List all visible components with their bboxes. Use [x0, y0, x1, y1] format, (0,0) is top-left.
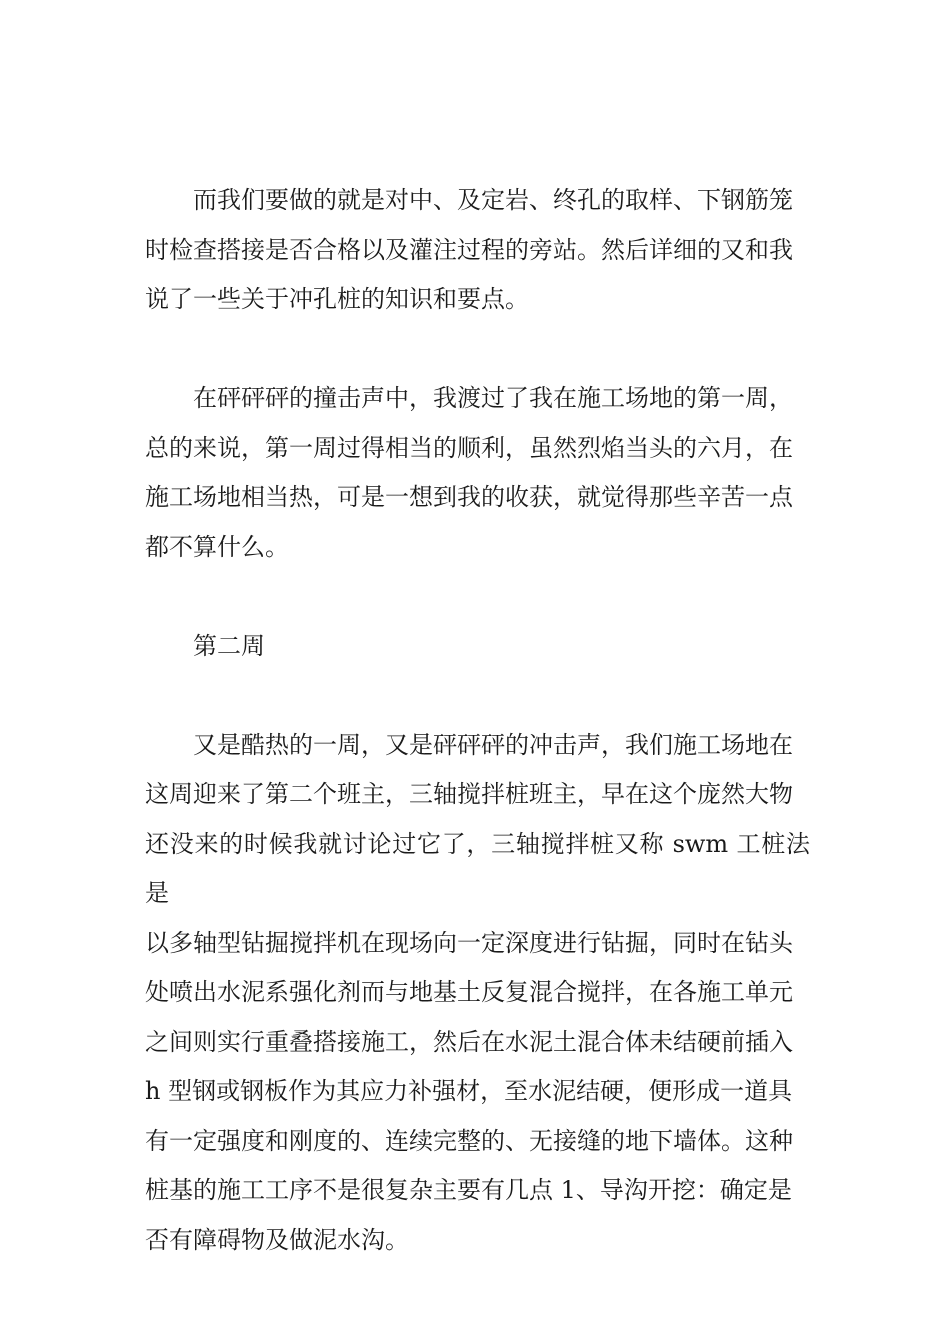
- document-body: [145, 176, 810, 1265]
- paragraph-first-week-summary: 在砰砰砰的撞击声中，我渡过了我在施工场地的第一周， 总的来说，第一周过得相当的顺利，虽然烈焰当头的六月，在 施工场地相当热，可是一想到我的收获，就觉得那些辛苦一点 都不算什么。: [145, 384, 793, 561]
- paragraph-pile-inspection: 而我们要做的就是对中、及定岩、终孔的取样、下钢筋笼 时检查搭接是否合格以及灌注过程的旁站。然后详细的又和我 说了一些关于冲孔桩的知识和要点。: [145, 186, 793, 313]
- paragraph-spacer: [145, 671, 810, 721]
- paragraph-three-axis-mixing-pile: 又是酷热的一周，又是砰砰砰的冲击声，我们施工场地在 这周迎来了第二个班主，三轴搅拌桩班主，早在这个庞然大物 还没来的时候我就讨论过它了，三轴搅拌桩又称 swm 工桩法是 以多轴型钻掘搅拌机在现场向一定深度进行钻掘，同时在钻头 处喷出水泥系强化剂而与地基土反复混合搅拌，在各施工单元 之间则实行重叠搭接施工，然后在水泥土混合体未结硬前插入 h 型钢或钢板作为其应力补强材，至水泥结硬，便形成一道具 有一定强度和刚度的、连续完整的、无接缝的地下墙体。这种 桩基的施工工序不是很复杂主要有几点 1、导沟开挖：确定是 否有障碍物及做泥水沟。: [145, 730, 810, 1254]
- section-heading-week-two: 第二周: [193, 631, 265, 660]
- paragraph-spacer: [145, 325, 810, 375]
- paragraph-spacer: [145, 572, 810, 622]
